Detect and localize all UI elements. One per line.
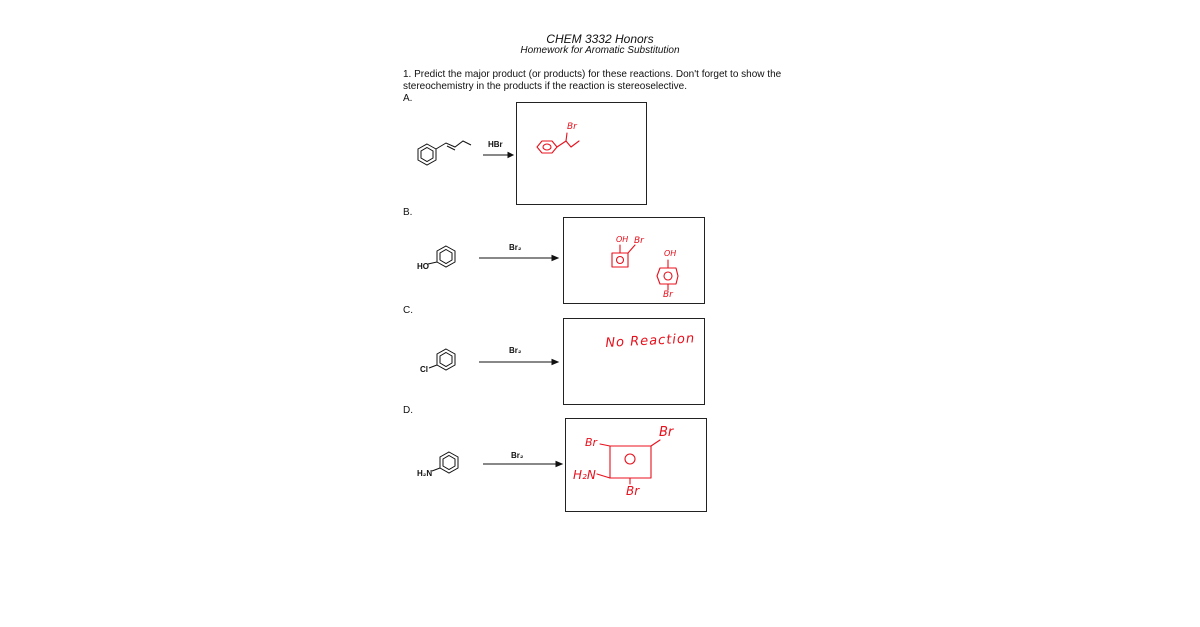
question-text-line2: stereochemistry in the products if the reaction is stereoselective. bbox=[403, 81, 688, 92]
question-text-line1: 1. Predict the major product (or products) for these reactions. Don't forget to show the bbox=[403, 69, 782, 80]
answer-b-br-label-1: Br bbox=[634, 236, 644, 246]
answer-a-br-label: Br bbox=[567, 122, 577, 132]
reagent-a: HBr bbox=[488, 140, 503, 149]
handwritten-answer-a bbox=[537, 133, 579, 153]
reaction-arrow-b bbox=[479, 256, 558, 261]
benzene-ring-d bbox=[440, 452, 458, 473]
propenyl-chain-a bbox=[436, 141, 471, 149]
answer-b-oh-label-1: OH bbox=[616, 235, 629, 244]
document-subtitle: Homework for Aromatic Substitution bbox=[520, 45, 680, 56]
substituent-c: Cl bbox=[420, 365, 428, 374]
part-c-label: C. bbox=[403, 305, 413, 316]
answer-d-h2n-label: H₂N bbox=[573, 468, 596, 482]
answer-c-no-reaction: No Reaction bbox=[605, 331, 696, 351]
benzene-ring-a bbox=[418, 144, 436, 165]
reagent-d: Br₂ bbox=[511, 451, 524, 460]
reagent-c: Br₂ bbox=[509, 346, 522, 355]
handwritten-answer-d bbox=[597, 440, 660, 484]
answer-b-oh-label-2: OH bbox=[664, 249, 677, 258]
part-d-label: D. bbox=[403, 405, 413, 416]
benzene-ring-c bbox=[437, 349, 455, 370]
answer-d-br-label-3: Br bbox=[626, 484, 640, 498]
substituent-d: H₂N bbox=[417, 469, 433, 478]
substituent-b: HO bbox=[417, 262, 429, 271]
part-a-label: A. bbox=[403, 93, 413, 104]
reagent-b: Br₂ bbox=[509, 243, 522, 252]
reaction-arrow-c bbox=[479, 360, 558, 365]
reaction-arrow-d bbox=[483, 462, 562, 467]
reaction-arrow-a bbox=[483, 153, 513, 158]
answer-d-br-label-1: Br bbox=[585, 436, 598, 449]
part-b-label: B. bbox=[403, 207, 413, 218]
answer-b-br-label-2: Br bbox=[663, 290, 673, 300]
benzene-ring-b bbox=[437, 246, 455, 267]
document-title: CHEM 3332 Honors bbox=[546, 32, 654, 46]
answer-d-br-label-2: Br bbox=[659, 425, 674, 440]
